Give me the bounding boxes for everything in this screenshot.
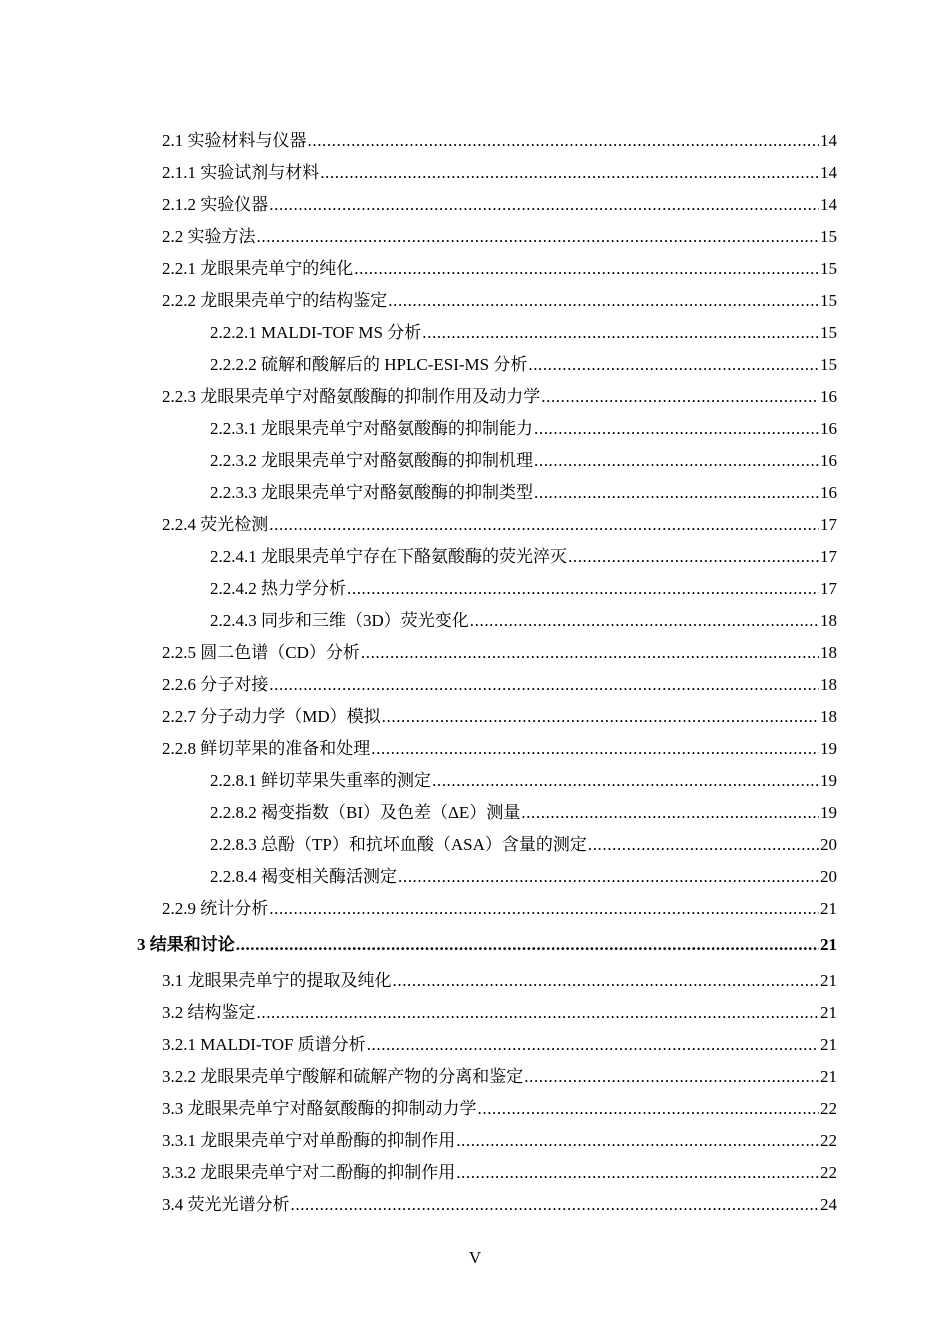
- toc-entry-page-number: 17: [820, 579, 837, 598]
- toc-entry[interactable]: [0, 189, 950, 221]
- toc-dot-leader: [534, 477, 819, 509]
- toc-entry-title: 2.2.9 统计分析: [162, 899, 269, 918]
- toc-entry-page-number: 14: [820, 195, 837, 214]
- toc-entry-title: 3.3 龙眼果壳单宁对酪氨酸酶的抑制动力学: [162, 1099, 477, 1118]
- toc-entry-title: 2.2.6 分子对接: [162, 675, 269, 694]
- toc-dot-leader: [470, 605, 819, 637]
- toc-dot-leader: [432, 765, 819, 797]
- toc-entry-page-number: 15: [820, 227, 837, 246]
- toc-dot-leader: [528, 349, 819, 381]
- toc-entry[interactable]: [0, 125, 950, 157]
- toc-chapter-entry[interactable]: [0, 925, 950, 965]
- toc-dot-leader: [236, 925, 819, 965]
- toc-entry-page-number: 22: [820, 1163, 837, 1182]
- toc-dot-leader: [541, 381, 819, 413]
- toc-entry-page-number: 22: [820, 1131, 837, 1150]
- toc-entry-page-number: 18: [820, 707, 837, 726]
- toc-dot-leader: [478, 1093, 820, 1125]
- toc-entry-title: 3.4 荧光光谱分析: [162, 1195, 290, 1214]
- toc-entry-page-number: 16: [820, 451, 837, 470]
- toc-entry-page-number: 16: [820, 483, 837, 502]
- toc-entry-page-number: 15: [820, 291, 837, 310]
- toc-entry-page-number: 18: [820, 675, 837, 694]
- toc-entry-title: 3.1 龙眼果壳单宁的提取及纯化: [162, 971, 392, 990]
- toc-entry-title: 3 结果和讨论: [137, 935, 235, 954]
- toc-dot-leader: [320, 157, 819, 189]
- toc-entry[interactable]: [0, 1189, 950, 1221]
- toc-dot-leader: [257, 997, 820, 1029]
- toc-entry-page-number: 19: [820, 739, 837, 758]
- toc-entry-page-number: 14: [820, 163, 837, 182]
- toc-entry[interactable]: [0, 317, 950, 349]
- toc-entry[interactable]: [0, 157, 950, 189]
- toc-dot-leader: [534, 413, 819, 445]
- toc-entry-title: 2.2.8.1 鲜切苹果失重率的测定: [210, 771, 431, 790]
- toc-entry[interactable]: [0, 1125, 950, 1157]
- toc-entry[interactable]: [0, 1157, 950, 1189]
- toc-entry-title: 3.3.1 龙眼果壳单宁对单酚酶的抑制作用: [162, 1131, 456, 1150]
- toc-entry[interactable]: [0, 605, 950, 637]
- toc-dot-leader: [361, 637, 819, 669]
- toc-entry-title: 2.2.3 龙眼果壳单宁对酪氨酸酶的抑制作用及动力学: [162, 387, 541, 406]
- toc-entry[interactable]: [0, 1029, 950, 1061]
- toc-entry[interactable]: [0, 349, 950, 381]
- toc-entry-page-number: 15: [820, 355, 837, 374]
- toc-dot-leader: [371, 733, 819, 765]
- toc-entry-title: 2.1.1 实验试剂与材料: [162, 163, 320, 182]
- toc-entry[interactable]: [0, 893, 950, 925]
- toc-entry-page-number: 21: [820, 899, 837, 918]
- toc-entry-page-number: 18: [820, 643, 837, 662]
- toc-entry[interactable]: [0, 861, 950, 893]
- toc-entry-title: 2.2.3.2 龙眼果壳单宁对酪氨酸酶的抑制机理: [210, 451, 533, 470]
- toc-entry-title: 3.2.2 龙眼果壳单宁酸解和硫解产物的分离和鉴定: [162, 1067, 524, 1086]
- toc-entry[interactable]: [0, 285, 950, 317]
- toc-entry[interactable]: [0, 541, 950, 573]
- toc-entry-page-number: 15: [820, 323, 837, 342]
- toc-entry-title: 3.2.1 MALDI-TOF 质谱分析: [162, 1035, 366, 1054]
- toc-entry-title: 2.2.1 龙眼果壳单宁的纯化: [162, 259, 354, 278]
- toc-dot-leader: [398, 861, 819, 893]
- toc-dot-leader: [269, 189, 819, 221]
- toc-dot-leader: [382, 701, 819, 733]
- toc-entry-title: 2.2.3.1 龙眼果壳单宁对酪氨酸酶的抑制能力: [210, 419, 533, 438]
- toc-entry-page-number: 18: [820, 611, 837, 630]
- toc-entry-page-number: 21: [820, 1003, 837, 1022]
- toc-entry-page-number: 24: [820, 1195, 837, 1214]
- toc-entry[interactable]: [0, 413, 950, 445]
- toc-entry[interactable]: [0, 997, 950, 1029]
- toc-entry-page-number: 21: [820, 1035, 837, 1054]
- toc-entry[interactable]: [0, 253, 950, 285]
- toc-entry[interactable]: [0, 1061, 950, 1093]
- toc-entry[interactable]: [0, 765, 950, 797]
- toc-entry-title: 2.2.7 分子动力学（MD）模拟: [162, 707, 381, 726]
- toc-entry-page-number: 20: [820, 867, 837, 886]
- toc-entry-page-number: 17: [820, 515, 837, 534]
- toc-entry[interactable]: [0, 221, 950, 253]
- toc-entry[interactable]: [0, 637, 950, 669]
- toc-dot-leader: [347, 573, 819, 605]
- toc-entry-title: 2.1 实验材料与仪器: [162, 131, 307, 150]
- toc-dot-leader: [422, 317, 819, 349]
- toc-entry-title: 2.2.5 圆二色谱（CD）分析: [162, 643, 360, 662]
- toc-entry-page-number: 21: [820, 971, 837, 990]
- toc-entry-page-number: 22: [820, 1099, 837, 1118]
- table-of-contents: [0, 125, 950, 1221]
- toc-dot-leader: [588, 829, 819, 861]
- toc-entry-page-number: 16: [820, 387, 837, 406]
- toc-entry-title: 2.2.4.1 龙眼果壳单宁存在下酪氨酸酶的荧光淬灭: [210, 547, 567, 566]
- toc-entry-title: 2.2.8.3 总酚（TP）和抗坏血酸（ASA）含量的测定: [210, 835, 587, 854]
- toc-entry-title: 2.2.8.2 褐变指数（BI）及色差（ΔE）测量: [210, 803, 521, 822]
- toc-entry-title: 2.2.2.1 MALDI-TOF MS 分析: [210, 323, 422, 342]
- toc-dot-leader: [393, 965, 820, 997]
- toc-entry-title: 2.2.4 荧光检测: [162, 515, 269, 534]
- toc-entry-page-number: 21: [820, 1067, 837, 1086]
- toc-entry-title: 2.2 实验方法: [162, 227, 256, 246]
- toc-dot-leader: [269, 669, 819, 701]
- toc-entry-title: 2.2.3.3 龙眼果壳单宁对酪氨酸酶的抑制类型: [210, 483, 533, 502]
- toc-entry[interactable]: [0, 829, 950, 861]
- toc-entry[interactable]: [0, 445, 950, 477]
- toc-entry[interactable]: [0, 509, 950, 541]
- toc-dot-leader: [269, 893, 819, 925]
- toc-entry-page-number: 15: [820, 259, 837, 278]
- toc-entry-page-number: 17: [820, 547, 837, 566]
- toc-dot-leader: [456, 1157, 819, 1189]
- toc-entry-title: 2.2.2.2 硫解和酸解后的 HPLC-ESI-MS 分析: [210, 355, 528, 374]
- toc-entry-title: 2.2.4.3 同步和三维（3D）荧光变化: [210, 611, 469, 630]
- toc-entry-page-number: 20: [820, 835, 837, 854]
- toc-dot-leader: [269, 509, 819, 541]
- toc-entry-title: 3.2 结构鉴定: [162, 1003, 256, 1022]
- toc-entry[interactable]: [0, 965, 950, 997]
- page-number: V: [468, 1248, 482, 1267]
- toc-entry[interactable]: [0, 1093, 950, 1125]
- toc-entry[interactable]: [0, 381, 950, 413]
- toc-dot-leader: [367, 1029, 819, 1061]
- toc-entry-page-number: 19: [820, 803, 837, 822]
- toc-entry-title: 3.3.2 龙眼果壳单宁对二酚酶的抑制作用: [162, 1163, 456, 1182]
- toc-dot-leader: [534, 445, 819, 477]
- toc-entry[interactable]: [0, 733, 950, 765]
- toc-dot-leader: [456, 1125, 819, 1157]
- toc-entry-title: 2.1.2 实验仪器: [162, 195, 269, 214]
- toc-dot-leader: [524, 1061, 819, 1093]
- toc-entry[interactable]: [0, 573, 950, 605]
- toc-entry-title: 2.2.8.4 褐变相关酶活测定: [210, 867, 397, 886]
- toc-dot-leader: [388, 285, 819, 317]
- toc-dot-leader: [568, 541, 819, 573]
- toc-dot-leader: [354, 253, 819, 285]
- toc-entry[interactable]: [0, 669, 950, 701]
- toc-entry[interactable]: [0, 477, 950, 509]
- toc-dot-leader: [308, 125, 820, 157]
- toc-entry-page-number: 21: [820, 935, 837, 954]
- toc-entry-page-number: 14: [820, 131, 837, 150]
- toc-dot-leader: [521, 797, 819, 829]
- toc-entry-page-number: 16: [820, 419, 837, 438]
- toc-dot-leader: [291, 1189, 820, 1221]
- toc-entry-title: 2.2.2 龙眼果壳单宁的结构鉴定: [162, 291, 388, 310]
- toc-entry-title: 2.2.4.2 热力学分析: [210, 579, 346, 598]
- toc-entry[interactable]: [0, 701, 950, 733]
- toc-entry-title: 2.2.8 鲜切苹果的准备和处理: [162, 739, 371, 758]
- toc-dot-leader: [257, 221, 820, 253]
- toc-entry[interactable]: [0, 797, 950, 829]
- toc-entry-page-number: 19: [820, 771, 837, 790]
